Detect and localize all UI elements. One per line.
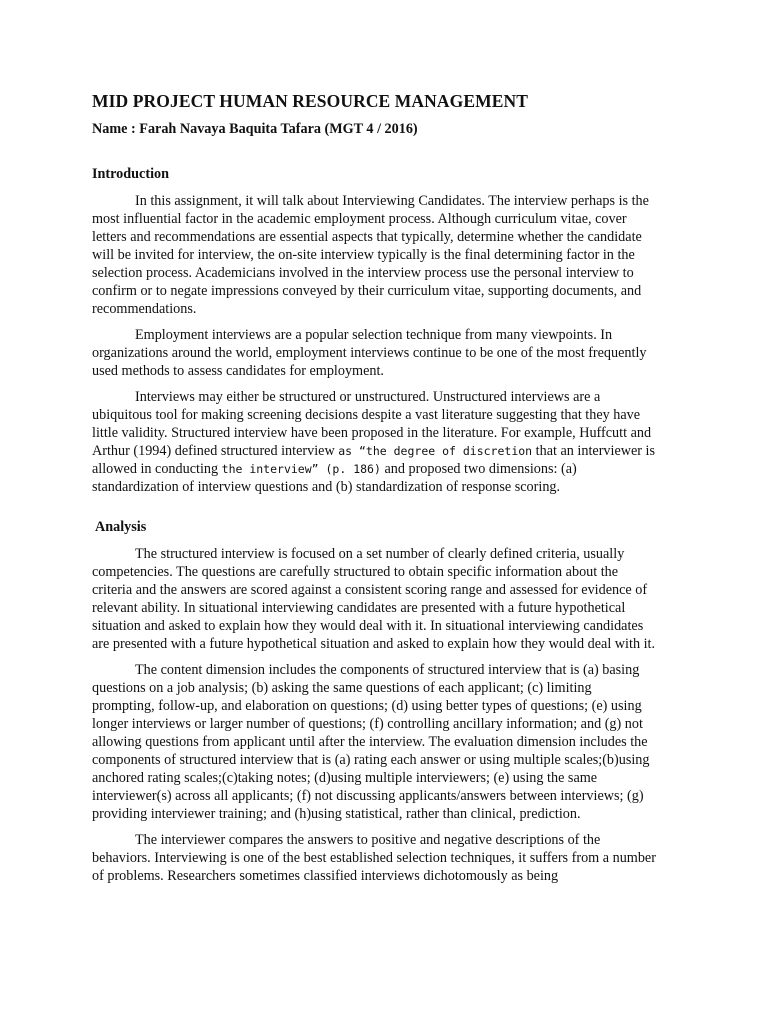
analysis-heading: Analysis (95, 519, 147, 535)
analysis-paragraph-2: The content dimension includes the components of structured interview that is (a) basing questions on a job analysis; (b) asking the same questions of each applicant; (c) limiting prompting, follow-up, and elaboration on questions; (d) using better types of questions; (e) using longer interviews or larger number of questions; (f) controlling ancillary information; and (g) not allowing questions from applicant until after the interview. The evaluation dimension includes the components of structured interview that is (a) rating each answer or using multiple scales;(b)using anchored rating scales;(c)taking notes; (d)using multiple interviewers; (e) using the same interviewer(s) across all applicants; (f) not discussing applicants/answers between interviews; (g) providing interviewer training; and (h)using statistical, rather than clinical, prediction. (92, 662, 650, 822)
quoted-text: as “the degree of discretion (338, 444, 533, 458)
analysis-paragraph-1: The structured interview is focused on a set number of clearly defined criteria, usually competencies. The questions are carefully structured to obtain specific information about the criteria and the answers are scored against a consistent scoring range and assessed for evidence of relevant ability. In situational interviewing candidates are presented with a future hypothetical situation and asked to explain how they would deal with it. In situational interviewing candidates are presented with a future hypothetical situation and asked to explain how they would deal with it. (92, 546, 656, 652)
introduction-heading: Introduction (92, 166, 169, 182)
introduction-paragraph-1: In this assignment, it will talk about Interviewing Candidates. The interview perhaps is the most influential factor in the academic employment process. Although curriculum vitae, cover letters and recommendations are essential aspects that typically, determine whether the candidate will be invited for interview, the on-site interview typically is the final determining factor in the selection process. Academicians involved in the interview process use the personal interview to confirm or to negate impressions conveyed by their curriculum vitae, supporting documents, and recommendations. (92, 193, 649, 317)
analysis-paragraph-3: The interviewer compares the answers to positive and negative descriptions of the behaviors. Interviewing is one of the best established selection techniques, it suffers from a number of problems. Researchers sometimes classified interviews dichotomously as being (92, 832, 656, 884)
introduction-paragraph-2: Employment interviews are a popular selection technique from many viewpoints. In organizations around the world, employment interviews continue to be one of the most frequently used methods to assess candidates for employment. (92, 327, 647, 379)
document-title: MID PROJECT HUMAN RESOURCE MANAGEMENT (92, 91, 529, 111)
paragraph-text: that an interviewer is allowed in conducting (92, 443, 656, 477)
paragraph-text: Interviews may either be structured or unstructured. Unstructured interviews are a ubiquitous tool for making screening decisions despite a vast literature suggesting that they have little validity. Structured interview have been proposed in the literature. For example, Huffcutt and Arthur (1994) defined structured interview (92, 389, 652, 459)
paragraph-text: and proposed two dimensions: (a) standardization of interview questions and (b) standardization of response scoring. (92, 461, 577, 495)
author-name-line: Name : Farah Navaya Baquita Tafara (MGT 4 / 2016) (92, 121, 418, 137)
introduction-paragraph-3 (92, 388, 656, 496)
quoted-text: the interview” (p. 186) (221, 462, 381, 476)
